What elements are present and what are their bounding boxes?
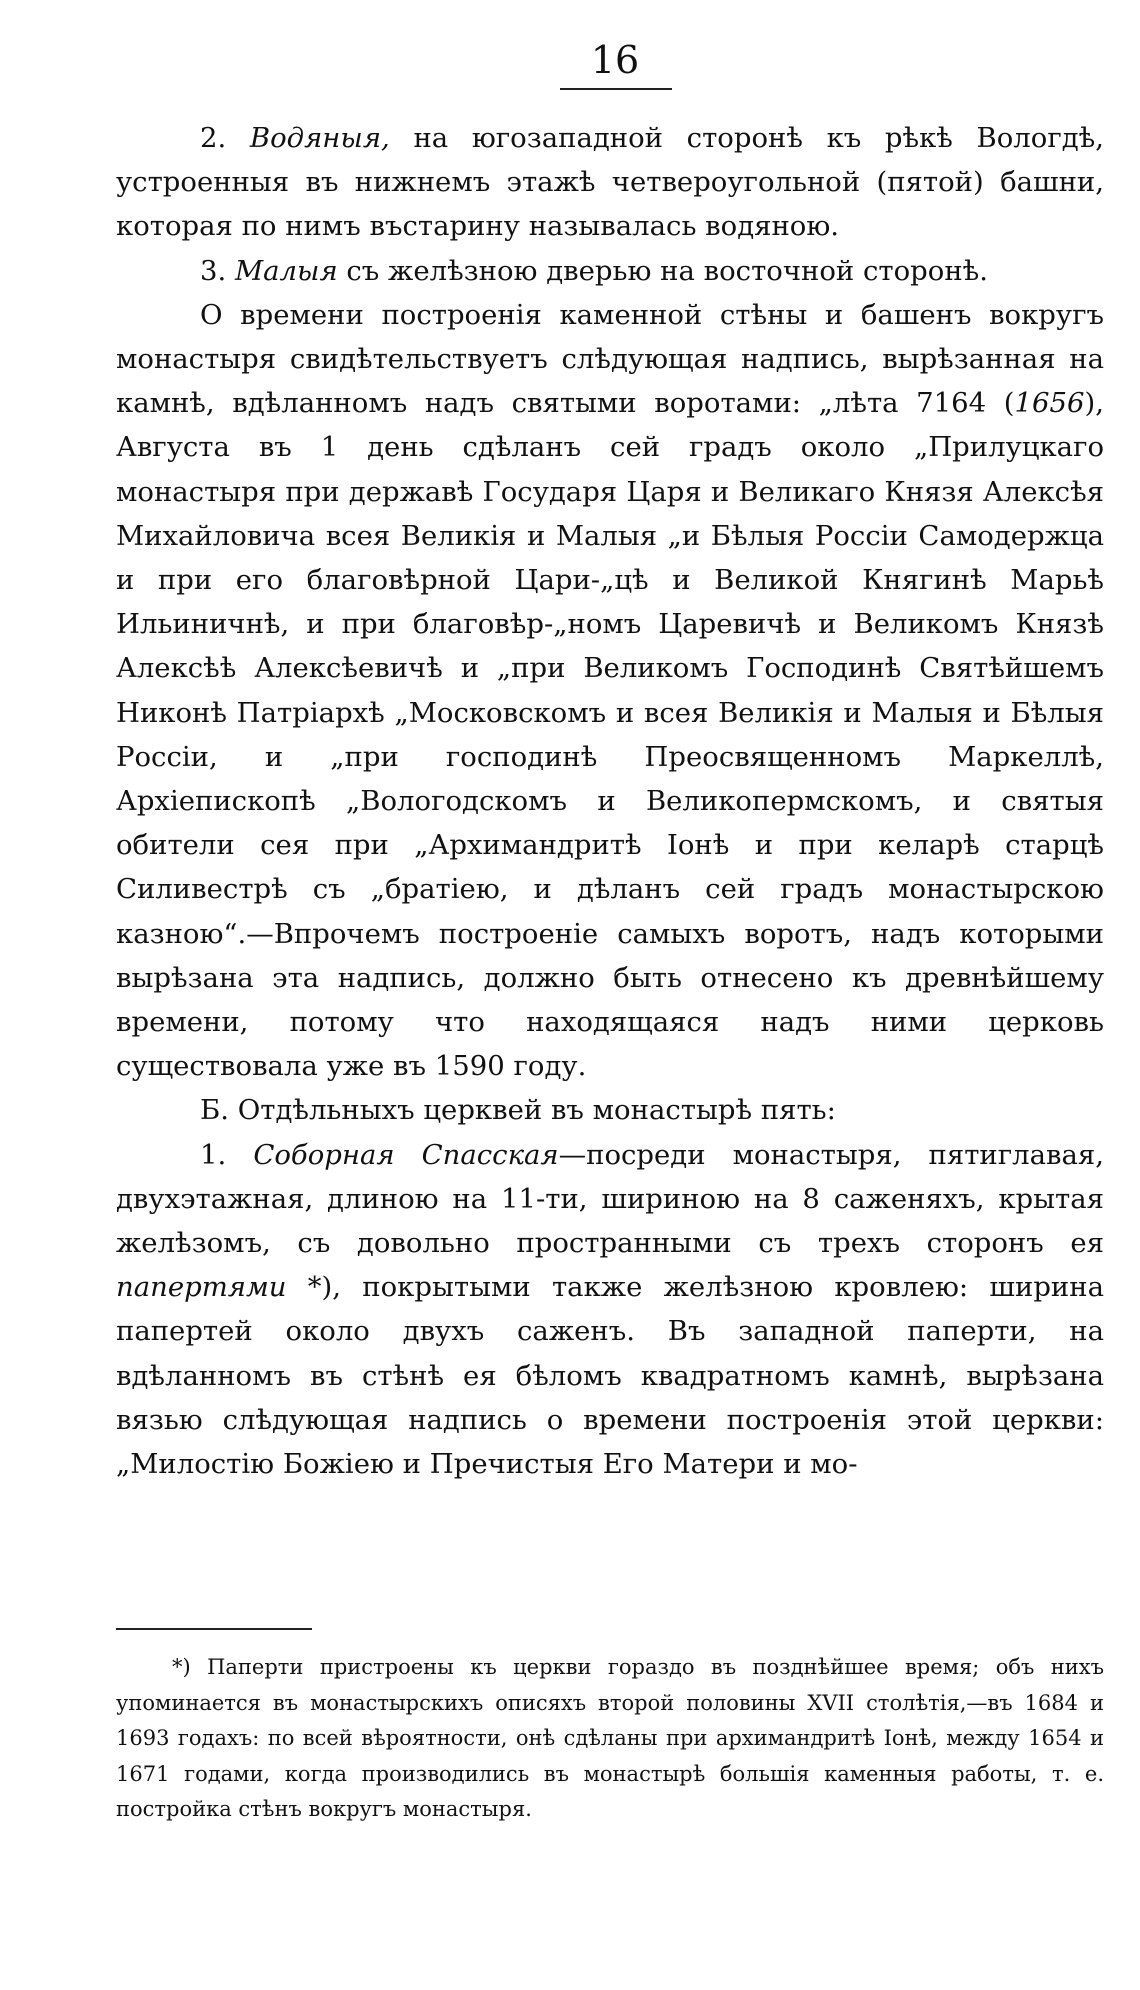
italic-text-run: Соборная Спасская [253,1138,559,1171]
text-run: 1. [200,1138,254,1171]
text-run: 3. [200,254,235,287]
paragraph-churches-heading [116,1088,1104,1132]
italic-text-run: папертями [116,1271,287,1304]
page-number: 16 [590,38,640,82]
text-run: ), Августа въ 1 день сдѣланъ сей градъ около „Прилуцкаго монастыря при державѣ Государя Царя и Великаго Князя Алексѣя Михайловича всея Великія и Малыя „и Бѣлыя Россіи Самодержца и при его благовѣрной Цари-„цѣ и Великой Княгинѣ Марьѣ Ильиничнѣ, и при благовѣр-„номъ Царевичѣ и Великомъ Князѣ Алексѣѣ Алексѣевичѣ и „при Великомъ Господинѣ Святѣйшемъ Никонѣ Патріархѣ „Московскомъ и всея Великія и Малыя и Бѣлыя Россіи, и „при господинѣ Преосвященномъ Маркеллѣ, Архіепископѣ „Вологодскомъ и Великопермскомъ, и святыя обители сея при „Архимандритѣ Іонѣ и при келарѣ старцѣ Силивестрѣ съ „братіею, и дѣланъ сей градъ монастырскою казною“.—Впрочемъ построеніе самыхъ воротъ, надъ которыми вырѣзана эта надпись, должно быть отнесено къ древнѣйшему времени, потому что находящаяся надъ ними церковь существовала уже въ 1590 году. [116,387,1104,1083]
text-run: О времени построенія каменной стѣны и башенъ вокругъ монастыря свидѣтельствуетъ слѣдующая надпись, вырѣзанная на камнѣ, вдѣланномъ надъ святыми воротами: „лѣта 7164 ( [116,298,1104,420]
footnote-separator [116,1628,312,1630]
page-number-rule [560,88,672,90]
paragraph-wall-inscription [116,293,1104,1089]
text-run: на югозападной сторонѣ къ рѣкѣ Вологдѣ, устроенныя въ нижнемъ этажѣ четвероугольной (пятой) башни, которая по нимъ въстарину называлась водяною. [116,122,1104,243]
paragraph-small-gate [116,249,1104,293]
text-run: Б. Отдѣльныхъ церквей въ монастырѣ пять: [200,1094,836,1127]
main-text [116,116,1104,1486]
italic-text-run: 1656 [1014,387,1085,420]
paragraph-water-gate [116,116,1104,249]
text-run: *), покрытыми также желѣзною кровлею: ширина папертей около двухъ саженъ. Въ западной паперти, на вдѣланномъ въ стѣнѣ ея бѣломъ квадратномъ камнѣ, вырѣзана вязью слѣдующая надпись о времени построенія этой церкви: „Милостію Божіею и Пречистыя Его Матери и мо- [116,1271,1104,1481]
italic-text-run: Малыя [234,254,338,287]
text-run: 2. [200,122,250,154]
footnotes [116,1650,1104,1828]
paragraph-spasskaya-cathedral [116,1133,1104,1487]
text-run: съ желѣзною дверью на восточной сторонѣ. [337,254,988,287]
italic-text-run: Водяныя, [249,122,390,154]
text-run: —посреди монастыря, пятиглавая, двухэтажная, длиною на 11-ти, шириною на 8 саженяхъ, крытая желѣзомъ, съ довольно пространными съ трехъ сторонъ ея [116,1138,1105,1260]
footnote-papertі: *) Паперти пристроены къ церкви гораздо въ позднѣйшее время; объ нихъ упоминается въ монастырскихъ описяхъ второй половины XVII столѣтія,—въ 1684 и 1693 годахъ: по всей вѣроятности, онѣ сдѣланы при архимандритѣ Іонѣ, между 1654 и 1671 годами, когда производились въ монастырѣ большія каменныя работы, т. е. постройка стѣнъ вокругъ монастыря. [116,1655,1104,1821]
